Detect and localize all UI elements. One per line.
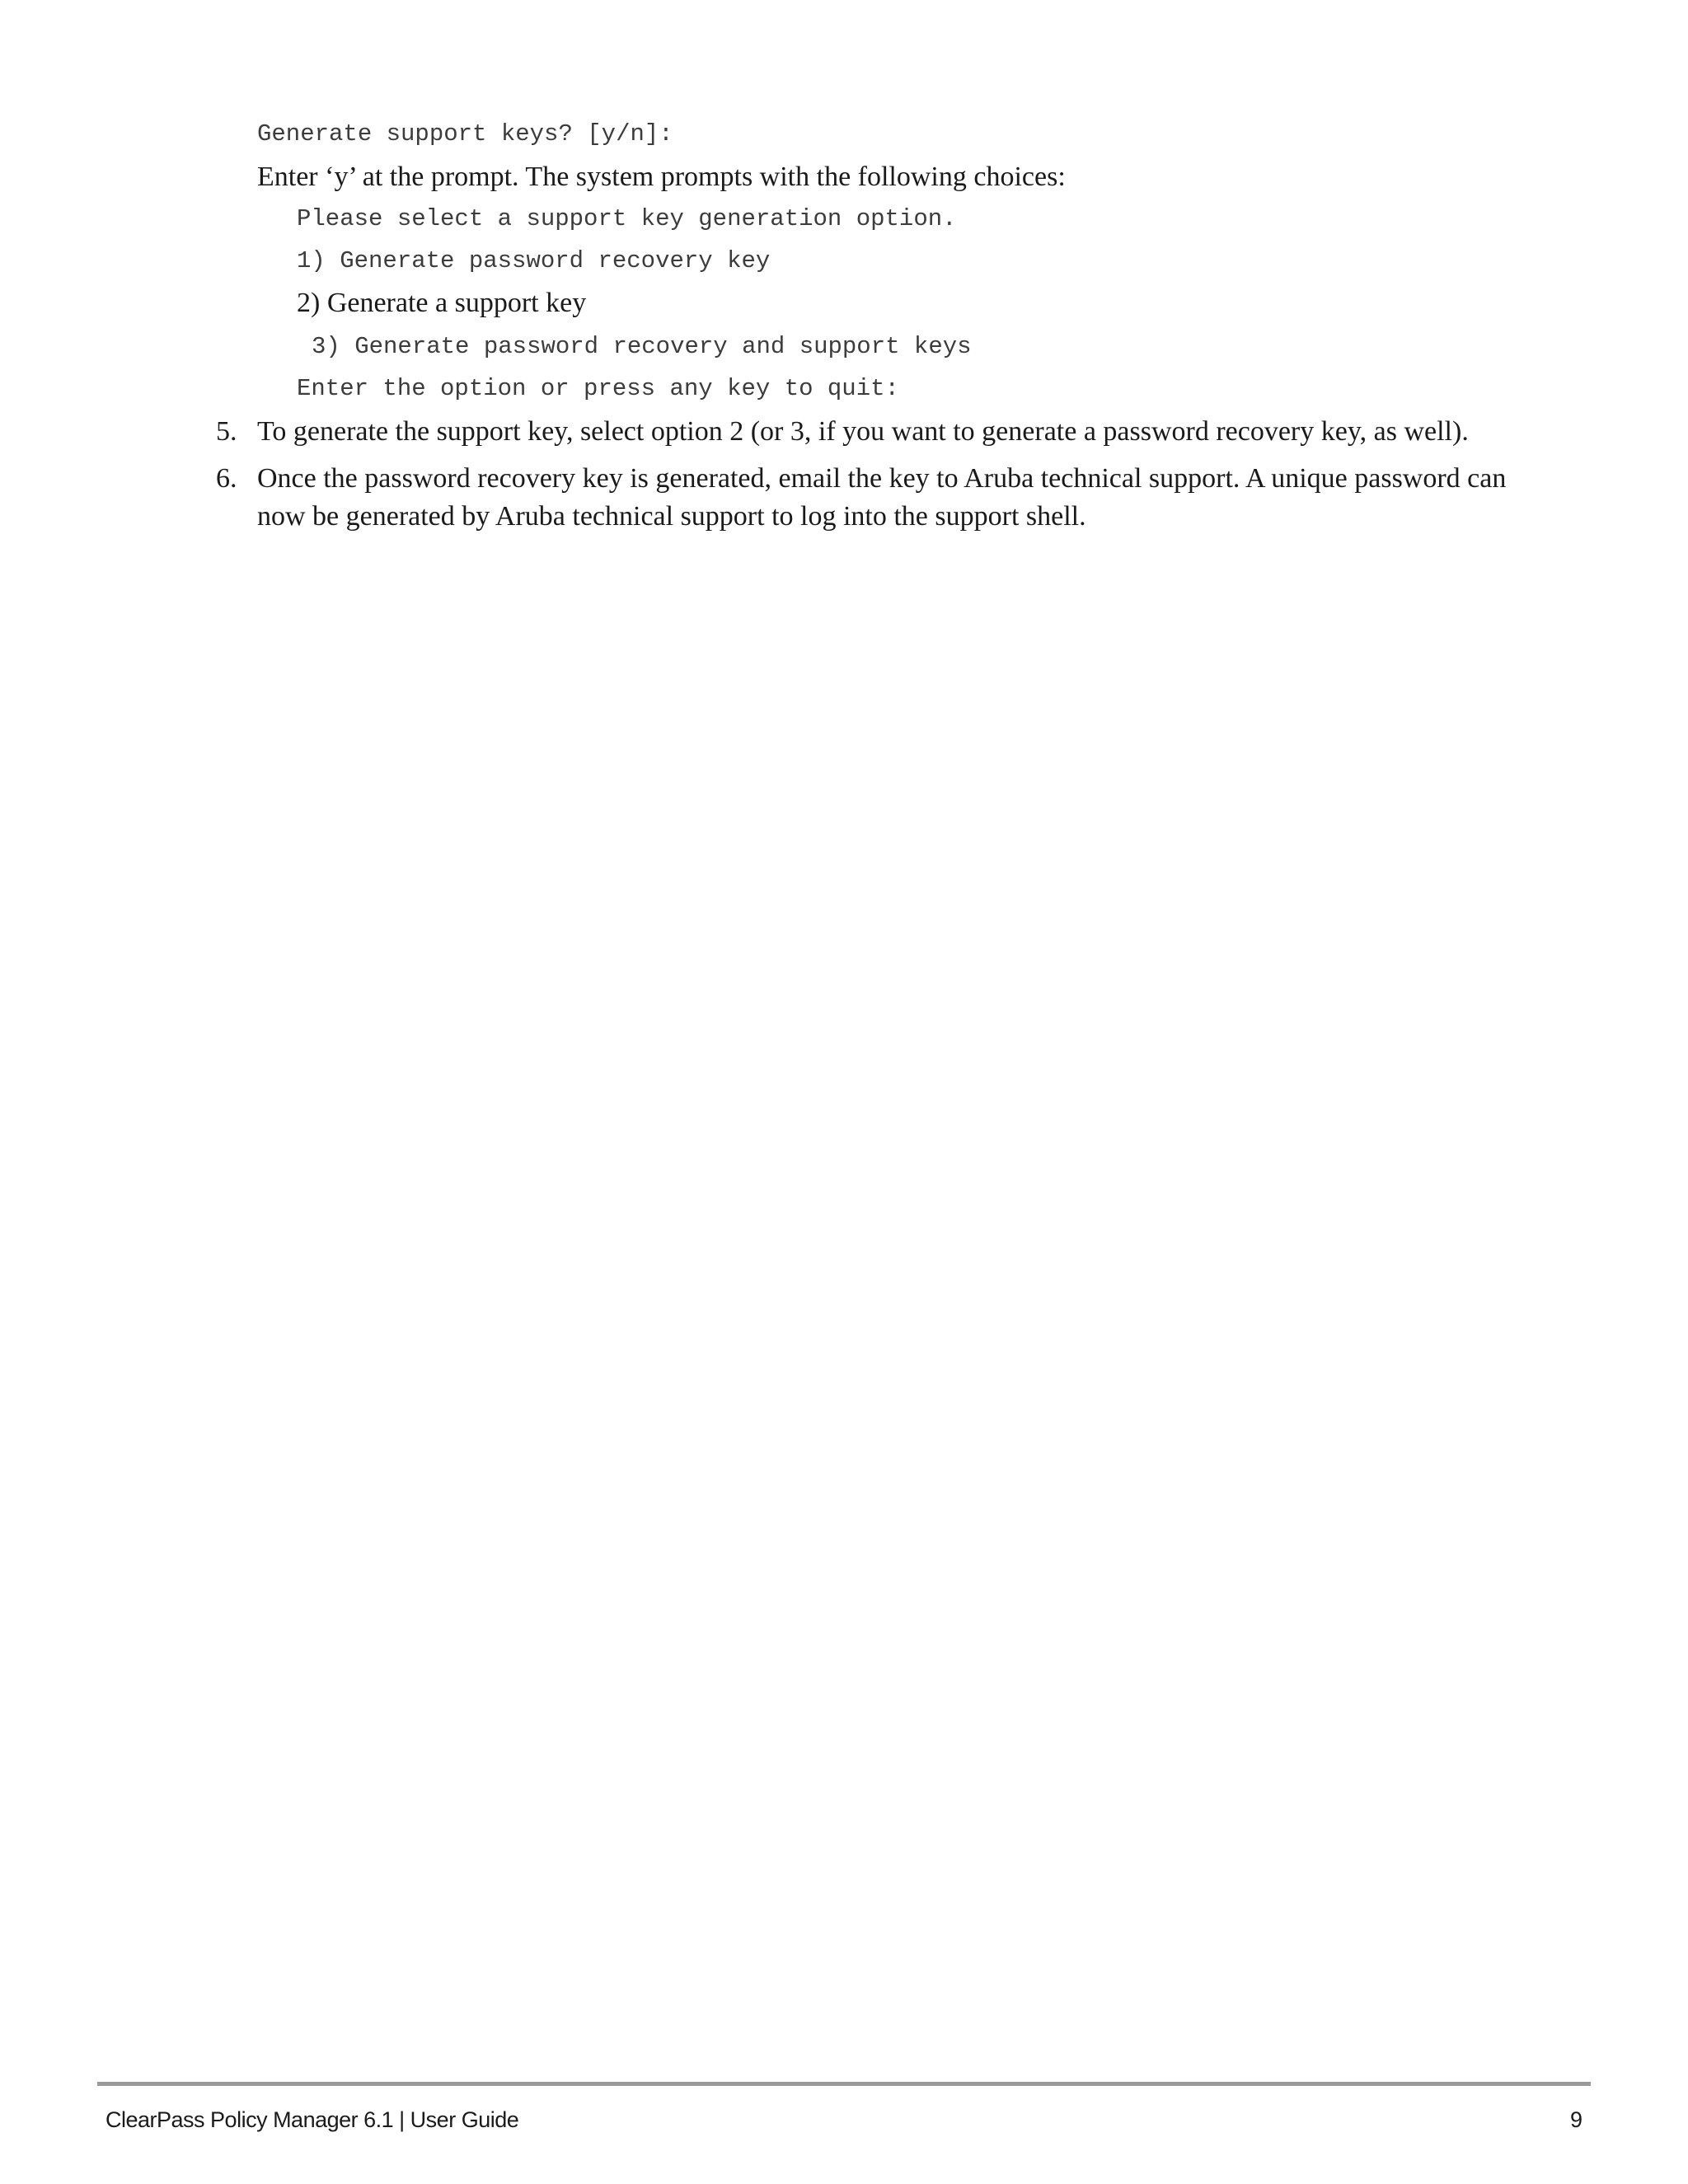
menu-option-3: 3) Generate password recovery and support keys [312, 333, 972, 360]
menu-select-prompt: Please select a support key generation option. [297, 205, 957, 232]
step-number: 5. [216, 416, 237, 447]
menu-option-1: 1) Generate password recovery key [297, 247, 771, 274]
footer-divider [97, 2082, 1591, 2086]
step-text: Once the password recovery key is generated, email the key to Aruba technical support. A unique password can now be generated by Aruba technical support to log into the support shell. [257, 463, 1507, 532]
menu-quit-prompt: Enter the option or press any key to quit: [297, 375, 899, 402]
enter-y-instruction: Enter ‘y’ at the prompt. The system prompts with the following choices: [257, 162, 1066, 192]
step-number: 6. [216, 463, 237, 494]
menu-option-2: 2) Generate a support key [297, 288, 587, 318]
step-text: To generate the support key, select option 2 (or 3, if you want to generate a password recovery key, as well). [257, 416, 1469, 447]
footer-doc-title: ClearPass Policy Manager 6.1 | User Guide [106, 2107, 519, 2132]
page-number: 9 [1569, 2107, 1582, 2132]
prompt-line: Generate support keys? [y/n]: [257, 120, 673, 148]
